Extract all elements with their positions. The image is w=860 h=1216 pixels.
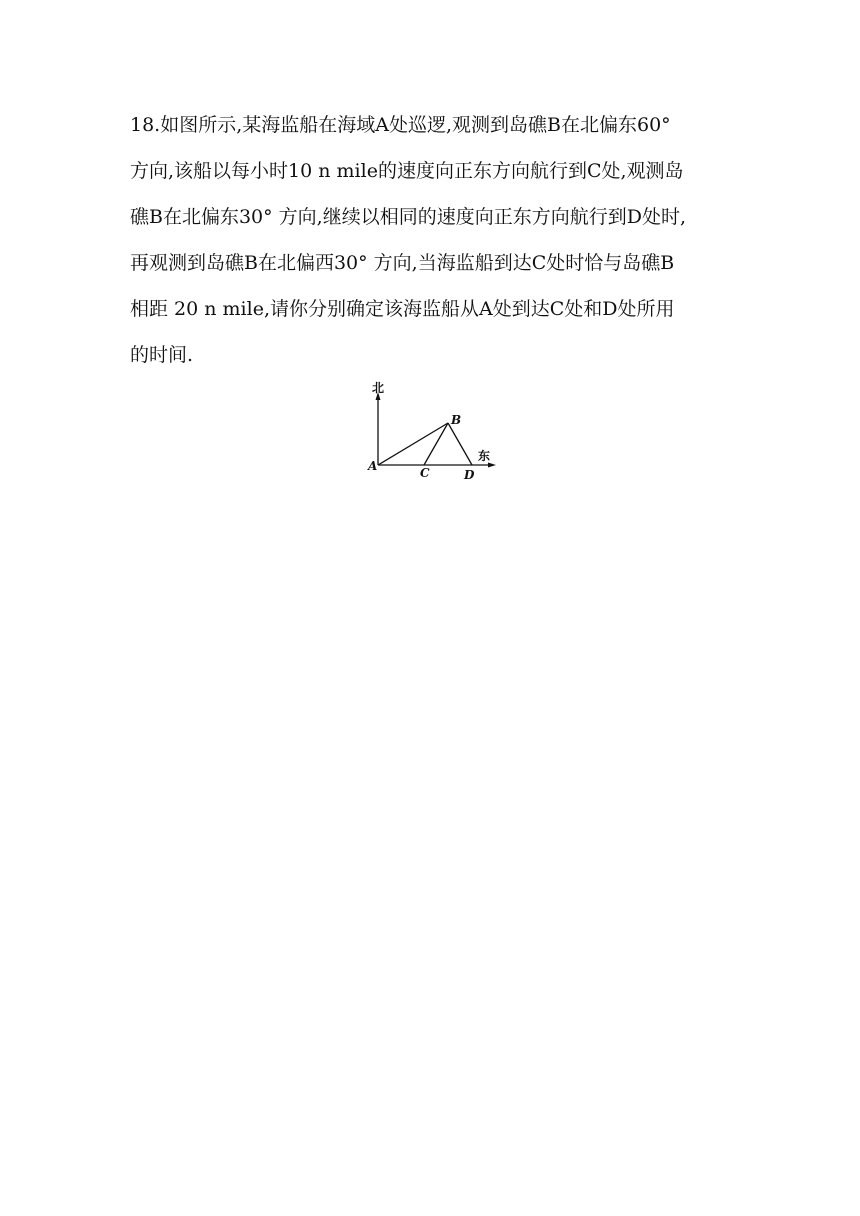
figure-svg bbox=[360, 378, 500, 480]
problem-text bbox=[130, 102, 740, 378]
east-arrow-icon bbox=[488, 463, 496, 468]
problem-line-1: 18.如图所示,某海监船在海域A处巡逻,观测到岛礁B在北偏东60° bbox=[130, 114, 671, 136]
north-label: 北 bbox=[372, 381, 385, 395]
segment-ab bbox=[378, 423, 448, 465]
problem-line-3: 礁B在北偏东30° 方向,继续以相同的速度向正东方向航行到D处时, bbox=[130, 206, 686, 228]
problem-line-6: 的时间. bbox=[130, 344, 194, 366]
segment-db bbox=[448, 423, 472, 465]
east-label: 东 bbox=[478, 449, 491, 463]
segment-cb bbox=[424, 423, 448, 465]
point-c-label: C bbox=[420, 466, 430, 480]
point-d-label: D bbox=[464, 468, 475, 480]
problem-line-4: 再观测到岛礁B在北偏西30° 方向,当海监船到达C处时恰与岛礁B bbox=[130, 252, 675, 274]
point-b-label: B bbox=[451, 413, 462, 427]
problem-line-2: 方向,该船以每小时10 n mile的速度向正东方向航行到C处,观测岛 bbox=[130, 160, 684, 182]
point-a-label: A bbox=[368, 459, 378, 473]
geometry-figure bbox=[360, 378, 500, 480]
problem-line-5: 相距 20 n mile,请你分别确定该海监船从A处到达C处和D处所用 bbox=[130, 298, 675, 320]
